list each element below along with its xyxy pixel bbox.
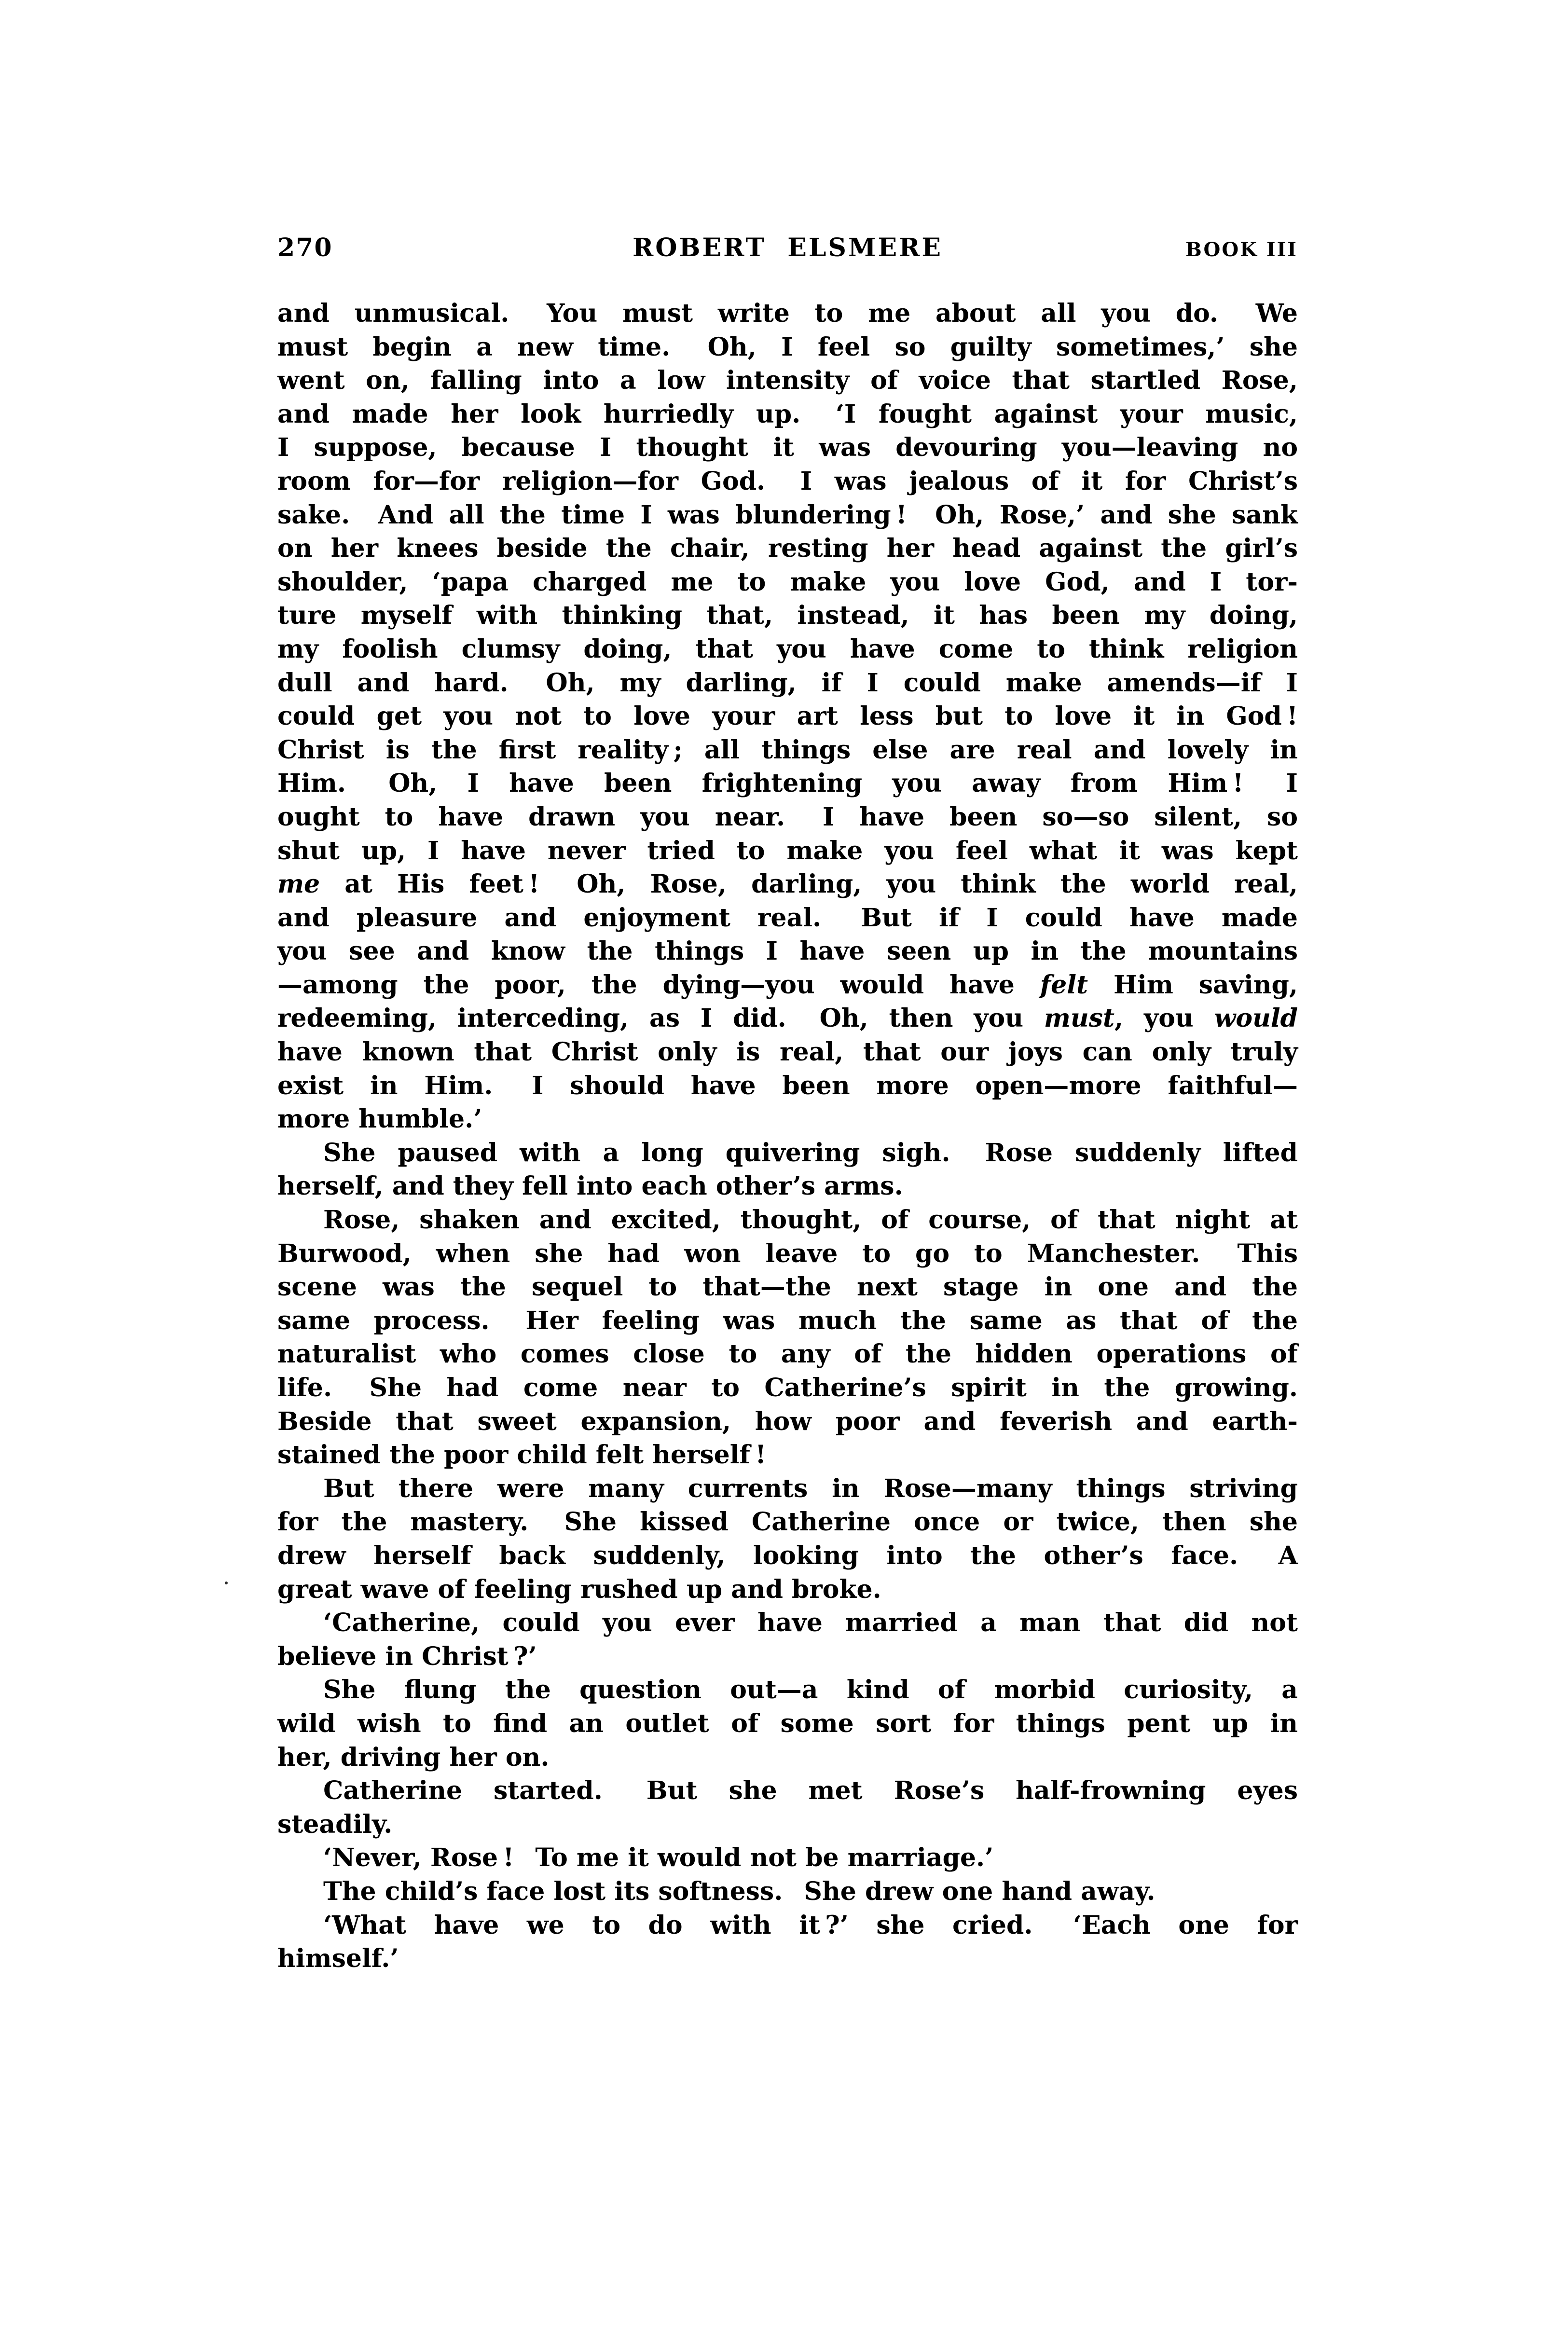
text-line: life. She had come near to Catherine’s spirit in the growing. <box>277 1373 1298 1403</box>
text-line: same process. Her feeling was much the same as that of the <box>277 1306 1298 1335</box>
text-line: more humble.’ <box>277 1104 482 1134</box>
text-line: drew herself back suddenly, looking into the other’s face. A <box>277 1540 1298 1570</box>
text-line: for the mastery. She kissed Catherine once or twice, then she <box>277 1507 1298 1537</box>
text-line: and pleasure and enjoyment real. But if I could have made <box>277 903 1298 933</box>
text-line: herself, and they fell into each other’s arms. <box>277 1171 903 1201</box>
text-line: naturalist who comes close to any of the hidden operations of <box>277 1339 1298 1369</box>
text-line: scene was the sequel to that—the next stage in one and the <box>277 1272 1298 1302</box>
text-line: shut up, I have never tried to make you feel what it was kept <box>277 836 1298 866</box>
text-line: wild wish to find an outlet of some sort for things pent up in <box>277 1708 1298 1738</box>
text-line: ture myself with thinking that, instead, it has been my doing, <box>277 601 1298 631</box>
text-line: on her knees beside the chair, resting her head against the girl’s <box>277 534 1298 564</box>
text-line: Catherine started. But she met Rose’s half-frowning eyes <box>323 1776 1298 1806</box>
text-line: great wave of feeling rushed up and broke. <box>277 1574 881 1604</box>
text-line: ought to have drawn you near. I have been so—so silent, so <box>277 802 1298 832</box>
text-line: —among the poor, the dying—you would have felt Him saving, <box>277 970 1298 1000</box>
text-line: you see and know the things I have seen up in the mountains <box>277 936 1298 966</box>
ink-speck <box>225 1582 228 1584</box>
text-line: and made her look hurriedly up. ‘I fought against your music, <box>277 399 1298 429</box>
text-line: exist in Him. I should have been more open—more faithful— <box>277 1071 1298 1100</box>
text-line: her, driving her on. <box>277 1742 550 1772</box>
text-line: The child’s face lost its softness. She drew one hand away. <box>323 1876 1155 1906</box>
text-line: Beside that sweet expansion, how poor and feverish and earth- <box>277 1406 1298 1436</box>
page-number: 270 <box>277 233 333 262</box>
text-line: stained the poor child felt herself ! <box>277 1440 767 1470</box>
text-line: dull and hard. Oh, my darling, if I could make amends—if I <box>277 668 1298 698</box>
running-title: ROBERT ELSMERE <box>633 233 943 262</box>
text-line: redeeming, interceding, as I did. Oh, then you must, you would <box>277 1004 1298 1033</box>
text-line: believe in Christ ?’ <box>277 1641 537 1671</box>
text-line: room for—for religion—for God. I was jealous of it for Christ’s <box>277 466 1298 496</box>
text-line: She flung the question out—a kind of morbid curiosity, a <box>323 1675 1298 1705</box>
text-line: She paused with a long quivering sigh. Rose suddenly lifted <box>323 1138 1298 1168</box>
text-line: and unmusical. You must write to me about all you do. We <box>277 299 1298 328</box>
text-line: ‘Never, Rose ! To me it would not be marriage.’ <box>323 1843 994 1873</box>
text-line: Burwood, when she had won leave to go to Manchester. This <box>277 1238 1298 1268</box>
book-label: BOOK III <box>1185 238 1298 261</box>
text-line: ‘What have we to do with it ?’ she cried. ‘Each one for <box>323 1910 1298 1940</box>
text-line: shoulder, ‘papa charged me to make you love God, and I tor- <box>277 567 1298 597</box>
text-line: sake. And all the time I was blundering ! Oh, Rose,’ and she sank <box>277 500 1298 530</box>
text-line: ‘Catherine, could you ever have married a man that did not <box>323 1608 1298 1638</box>
text-line: went on, falling into a low intensity of voice that startled Rose, <box>277 366 1298 396</box>
text-line: me at His feet ! Oh, Rose, darling, you think the world real, <box>277 869 1298 899</box>
text-line: Rose, shaken and excited, thought, of course, of that night at <box>323 1205 1298 1235</box>
text-line: himself.’ <box>277 1944 399 1974</box>
text-line: have known that Christ only is real, that our joys can only truly <box>277 1037 1298 1067</box>
text-line: steadily. <box>277 1809 393 1839</box>
text-block <box>277 297 1298 1976</box>
text-line: Christ is the first reality ; all things else are real and lovely in <box>277 735 1298 765</box>
text-line: I suppose, because I thought it was devouring you—leaving no <box>277 433 1298 463</box>
text-line: must begin a new time. Oh, I feel so guilty sometimes,’ she <box>277 332 1298 362</box>
text-line: But there were many currents in Rose—many things striving <box>323 1473 1298 1503</box>
page-header <box>277 233 1298 262</box>
text-line: Him. Oh, I have been frightening you away from Him ! I <box>277 769 1298 798</box>
text-line: my foolish clumsy doing, that you have come to think religion <box>277 634 1298 664</box>
text-line: could get you not to love your art less but to love it in God ! <box>277 701 1298 731</box>
